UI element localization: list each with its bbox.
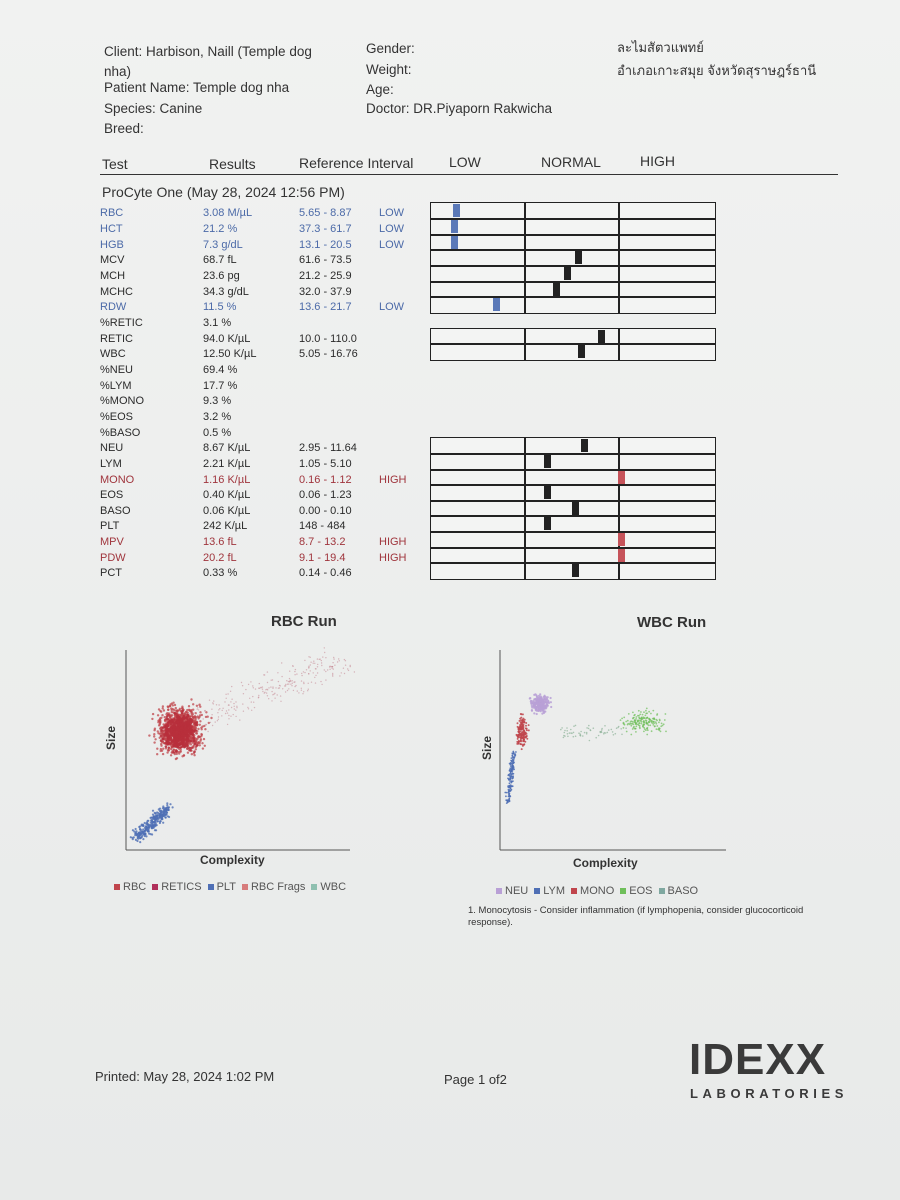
test-name: HCT [100, 223, 123, 235]
gauge-marker-wbc [578, 345, 585, 358]
col-results: Results [209, 156, 256, 172]
result-value: 8.67 K/µL [203, 442, 251, 454]
gauge-marker-mcv [575, 251, 582, 264]
instrument-section-title: ProCyte One (May 28, 2024 12:56 PM) [102, 184, 345, 200]
result-row-rbc [100, 205, 420, 221]
test-name: RDW [100, 301, 127, 313]
test-name: RETIC [100, 333, 133, 345]
gauge-marker-rdw [493, 298, 500, 311]
legend-label: PLT [216, 881, 236, 893]
result-value: 34.3 g/dL [203, 286, 249, 298]
result-row-baso [100, 503, 420, 519]
rbc-dot-cloud [130, 647, 355, 843]
result-value: 0.40 K/µL [203, 489, 251, 501]
client-name: Client: Harbison, Naill (Temple dog [104, 44, 312, 59]
legend-label: WBC [320, 881, 347, 893]
result-row-pct-lym [100, 378, 420, 394]
legend-label: RETICS [161, 881, 202, 893]
reference-interval: 0.14 - 0.46 [299, 567, 352, 579]
wbc-legend-item [620, 885, 652, 897]
test-name: RBC [100, 207, 124, 219]
reference-interval: 10.0 - 110.0 [299, 333, 357, 345]
flag: HIGH [379, 536, 407, 548]
result-row-pdw [100, 550, 420, 566]
result-row-pct-mono [100, 393, 420, 409]
gauge-group-3 [430, 437, 716, 580]
wbc-scatter-plot [494, 642, 734, 862]
legend-swatch [496, 888, 502, 894]
legend-swatch [534, 888, 540, 894]
gauge-marker-pct [572, 564, 579, 577]
test-name: %NEU [100, 364, 134, 376]
result-value: 1.16 K/µL [203, 474, 251, 486]
result-value: 17.7 % [203, 380, 238, 392]
result-value: 3.1 % [203, 317, 232, 329]
wbc-legend-item [659, 885, 699, 897]
test-name: WBC [100, 348, 126, 360]
result-value: 12.50 K/µL [203, 348, 257, 360]
result-row-mpv [100, 534, 420, 550]
wbc-dot-cloud [504, 693, 667, 804]
age: Age: [366, 82, 394, 97]
legend-swatch [242, 884, 248, 890]
result-row-hgb [100, 237, 420, 253]
test-name: PLT [100, 520, 120, 532]
legend-label: RBC Frags [250, 881, 306, 893]
result-value: 23.6 pg [203, 270, 240, 282]
result-row-wbc [100, 346, 420, 362]
wbc-x-label: Complexity [573, 856, 638, 870]
flag: LOW [379, 223, 405, 235]
test-name: %EOS [100, 411, 134, 423]
gauge-marker-mono [618, 471, 625, 484]
reference-interval: 13.6 - 21.7 [299, 301, 352, 313]
result-row-retic [100, 331, 420, 347]
gauge-marker-neu [581, 439, 588, 452]
clinic-name: ละไมสัตวแพทย์ [617, 40, 704, 55]
rbc-legend-item [311, 881, 346, 893]
result-row-pct-neu [100, 362, 420, 378]
reference-interval: 61.6 - 73.5 [299, 254, 352, 266]
test-name: HGB [100, 239, 124, 251]
test-name: %RETIC [100, 317, 143, 329]
result-value: 13.6 fL [203, 536, 237, 548]
gauge-marker-pdw [618, 549, 625, 562]
result-row-rdw [100, 299, 420, 315]
reference-interval: 32.0 - 37.9 [299, 286, 352, 298]
result-value: 2.21 K/µL [203, 458, 251, 470]
result-row-mono [100, 472, 420, 488]
result-value: 0.5 % [203, 427, 232, 439]
test-name: MCH [100, 270, 126, 282]
gauge-group-2 [430, 328, 716, 361]
legend-label: LYM [543, 885, 566, 897]
reference-interval: 0.16 - 1.12 [299, 474, 352, 486]
gauge-marker-lym [544, 455, 551, 468]
reference-interval: 0.00 - 0.10 [299, 505, 352, 517]
reference-interval: 2.95 - 11.64 [299, 442, 357, 454]
gauge-marker-retic [598, 330, 605, 343]
result-value: 0.33 % [203, 567, 238, 579]
col-normal: NORMAL [541, 154, 601, 170]
result-value: 68.7 fL [203, 254, 237, 266]
rbc-legend [114, 881, 352, 893]
test-name: EOS [100, 489, 124, 501]
legend-label: MONO [580, 885, 615, 897]
result-value: 9.3 % [203, 395, 232, 407]
reference-interval: 1.05 - 5.10 [299, 458, 352, 470]
result-row-pct-baso [100, 425, 420, 441]
gauge-marker-mchc [553, 283, 560, 296]
gauge-marker-eos [544, 486, 551, 499]
reference-interval: 13.1 - 20.5 [299, 239, 352, 251]
flag: HIGH [379, 474, 407, 486]
test-name: MCV [100, 254, 125, 266]
wbc-plot-title: WBC Run [637, 614, 707, 631]
legend-label: BASO [667, 885, 699, 897]
gauge-marker-rbc [453, 204, 460, 217]
reference-interval: 148 - 484 [299, 520, 346, 532]
col-reference: Reference Interval [299, 155, 414, 171]
legend-label: RBC [123, 881, 147, 893]
test-name: %BASO [100, 427, 141, 439]
interpretation-note-cont: response). [468, 917, 513, 928]
test-name: %LYM [100, 380, 132, 392]
rbc-scatter-plot [118, 640, 358, 860]
legend-swatch [659, 888, 665, 894]
result-row-pct-eos [100, 409, 420, 425]
result-row-mchc [100, 284, 420, 300]
reference-interval: 0.06 - 1.23 [299, 489, 352, 501]
reference-interval: 21.2 - 25.9 [299, 270, 352, 282]
reference-interval: 5.65 - 8.87 [299, 207, 352, 219]
result-value: 11.5 % [203, 301, 237, 313]
rbc-y-label: Size [104, 725, 118, 750]
result-value: 3.08 M/µL [203, 207, 253, 219]
result-row-plt [100, 518, 420, 534]
result-row-pct [100, 565, 420, 581]
test-name: MPV [100, 536, 124, 548]
col-high: HIGH [640, 153, 675, 169]
col-test: Test [102, 156, 128, 172]
result-value: 69.4 % [203, 364, 238, 376]
result-row-neu [100, 440, 420, 456]
result-row-mcv [100, 252, 420, 268]
test-name: BASO [100, 505, 131, 517]
col-low: LOW [449, 154, 481, 170]
gauge-marker-hct [451, 220, 458, 233]
legend-swatch [620, 888, 626, 894]
rbc-plot-title: RBC Run [271, 613, 337, 630]
legend-label: NEU [505, 885, 529, 897]
legend-swatch [311, 884, 317, 890]
gender: Gender: [366, 41, 415, 56]
result-row-mch [100, 268, 420, 284]
reference-interval: 37.3 - 61.7 [299, 223, 352, 235]
result-row-eos [100, 487, 420, 503]
client-name-continued: nha) [104, 64, 132, 79]
rbc-legend-item [114, 881, 146, 893]
result-row-hct [100, 221, 420, 237]
result-value: 242 K/µL [203, 520, 248, 532]
result-value: 3.2 % [203, 411, 232, 423]
reference-interval: 5.05 - 16.76 [299, 348, 358, 360]
test-name: MCHC [100, 286, 133, 298]
test-name: PDW [100, 552, 126, 564]
wbc-legend [496, 885, 704, 897]
gauge-marker-mch [564, 267, 571, 280]
result-row-lym [100, 456, 420, 472]
rbc-legend-item [242, 881, 305, 893]
patient-name: Patient Name: Temple dog nha [104, 80, 290, 95]
test-name: NEU [100, 442, 124, 454]
weight: Weight: [366, 62, 412, 77]
wbc-legend-item [496, 885, 528, 897]
gauge-marker-hgb [451, 236, 458, 249]
test-name: MONO [100, 474, 135, 486]
gauge-group-1 [430, 202, 716, 314]
result-value: 94.0 K/µL [203, 333, 251, 345]
result-value: 21.2 % [203, 223, 238, 235]
clinic-address: อำเภอเกาะสมุย จังหวัดสุราษฎร์ธานี [617, 63, 817, 78]
result-row-pct-retic [100, 315, 420, 331]
test-name: LYM [100, 458, 122, 470]
rbc-legend-item [152, 881, 201, 893]
reference-interval: 9.1 - 19.4 [299, 552, 346, 564]
flag: HIGH [379, 552, 407, 564]
legend-swatch [571, 888, 577, 894]
test-name: %MONO [100, 395, 144, 407]
species: Species: Canine [104, 101, 203, 116]
rbc-x-label: Complexity [200, 853, 265, 867]
wbc-legend-item [571, 885, 614, 897]
page-number: Page 1 of2 [444, 1072, 507, 1087]
rbc-legend-item [208, 881, 236, 893]
gauge-marker-mpv [618, 533, 625, 546]
wbc-y-label: Size [480, 735, 494, 760]
result-value: 20.2 fL [203, 552, 237, 564]
test-name: PCT [100, 567, 122, 579]
idexx-logo: IDEXX [689, 1035, 827, 1084]
breed: Breed: [104, 121, 144, 136]
gauge-marker-baso [572, 502, 579, 515]
printed-date: Printed: May 28, 2024 1:02 PM [95, 1069, 275, 1084]
legend-swatch [114, 884, 120, 890]
flag: LOW [379, 207, 405, 219]
interpretation-note: 1. Monocytosis - Consider inflammation (if lymphopenia, consider glucocorticoid [468, 905, 804, 916]
doctor: Doctor: DR.Piyaporn Rakwicha [366, 101, 553, 116]
header-rule [100, 174, 838, 175]
gauge-marker-plt [544, 517, 551, 530]
legend-swatch [152, 884, 158, 890]
legend-swatch [208, 884, 214, 890]
result-value: 7.3 g/dL [203, 239, 243, 251]
idexx-logo-subtitle: LABORATORIES [690, 1086, 849, 1101]
wbc-legend-item [534, 885, 565, 897]
legend-label: EOS [629, 885, 653, 897]
flag: LOW [379, 239, 405, 251]
flag: LOW [379, 301, 405, 313]
result-value: 0.06 K/µL [203, 505, 251, 517]
reference-interval: 8.7 - 13.2 [299, 536, 346, 548]
